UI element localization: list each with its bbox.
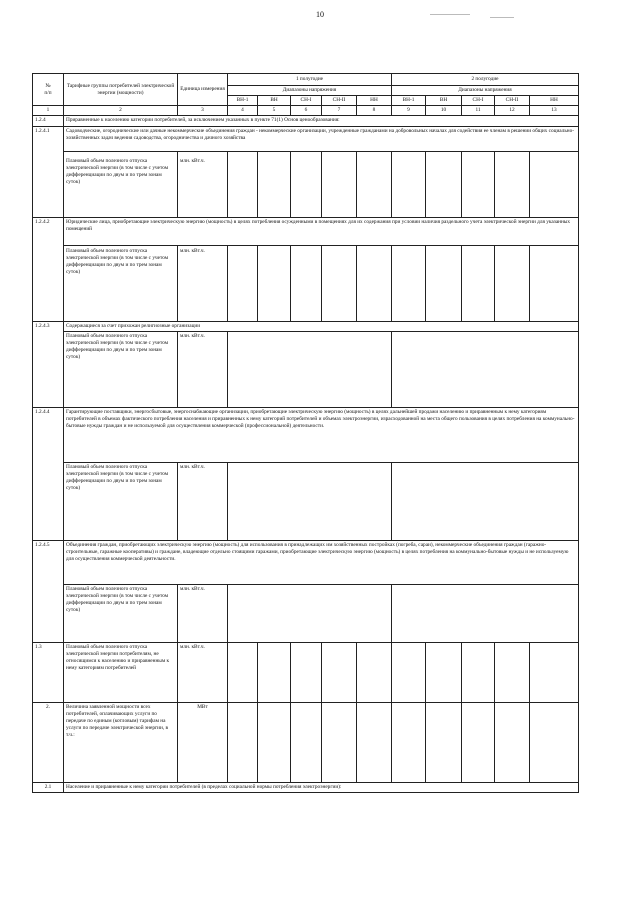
value-cell: [322, 642, 357, 702]
value-cell-merged: [228, 462, 392, 540]
col-number: 8: [357, 106, 392, 116]
header-tariff-group: Тарифные группы потребителей электрической энергии (мощности): [64, 74, 178, 106]
row-number: 2.: [33, 702, 64, 782]
value-cell-merged: [392, 584, 579, 642]
value-cell: [258, 702, 291, 782]
value-cell: [530, 702, 579, 782]
unit-cell: млн. кВт.ч.: [178, 245, 228, 321]
unit-cell: млн. кВт.ч.: [178, 462, 228, 540]
scan-mark: [490, 17, 514, 18]
value-cell: [462, 245, 495, 321]
unit-cell: МВт: [178, 702, 228, 782]
header-half-1: 1 полугодие: [228, 74, 392, 86]
col-number: 6: [291, 106, 322, 116]
scan-mark: [430, 14, 470, 15]
header-num: № п/п: [33, 74, 64, 106]
value-cell: [530, 151, 579, 217]
section-title: Содержащиеся за счет прихожан религиозные организации: [64, 321, 579, 331]
plan-volume-label: Плановый объем полезного отпуска электрической энергии (в том числе с учетом дифференциации по двум и по трем зонам суток): [64, 245, 178, 321]
plan-volume-label: Плановый объем полезного отпуска электрической энергии (в том числе с учетом дифференциации по двум и по трем зонам суток): [64, 584, 178, 642]
plan-volume-label: Плановый объем полезного отпуска электрической энергии потребителям, не относящимся к населению и приравненным к нему категориям потребителей: [64, 642, 178, 702]
value-cell: [228, 702, 258, 782]
value-cell: [357, 702, 392, 782]
level-sn1: СН-I: [291, 96, 322, 106]
value-cell: [392, 151, 426, 217]
row-number: 1.2.4.5: [33, 540, 64, 642]
value-cell: [530, 245, 579, 321]
value-cell-merged: [392, 462, 579, 540]
value-cell: [392, 702, 426, 782]
row-number: 2.1: [33, 782, 64, 792]
section-title: Юридические лица, приобретающие электрическую энергию (мощность) в целях потребления осужденными в помещениях для их содержания при условии наличия раздельного учета электрической энергии для указанных помещений: [64, 217, 579, 245]
page-number: 10: [316, 10, 324, 19]
row-number: 1.2.4.1: [33, 126, 64, 217]
col-number: 2: [64, 106, 178, 116]
value-cell: [357, 151, 392, 217]
col-number: 12: [495, 106, 530, 116]
value-cell: [291, 245, 322, 321]
plan-volume-label: Плановый объем полезного отпуска электрической энергии (в том числе с учетом дифференциации по двум и по трем зонам суток): [64, 331, 178, 407]
value-cell: [228, 245, 258, 321]
value-cell: [357, 245, 392, 321]
value-cell: [530, 642, 579, 702]
section-title: Население и приравненные к нему категории потребителей (в пределах социальной нормы потребления электроэнергии):: [64, 782, 579, 792]
value-cell: [426, 151, 462, 217]
col-number: 4: [228, 106, 258, 116]
col-number: 5: [258, 106, 291, 116]
col-number: 11: [462, 106, 495, 116]
value-cell: [392, 642, 426, 702]
tariff-table: [32, 73, 579, 793]
level-nn: НН: [530, 96, 579, 106]
value-cell: [322, 245, 357, 321]
unit-cell: млн. кВт.ч.: [178, 642, 228, 702]
value-cell-merged: [228, 584, 392, 642]
value-cell: [228, 151, 258, 217]
unit-cell: млн. кВт.ч.: [178, 584, 228, 642]
level-vn1: ВН-1: [392, 96, 426, 106]
level-sn2: СН-II: [495, 96, 530, 106]
value-cell-merged: [228, 331, 392, 407]
section-title: Гарантирующие поставщики, энергосбытовые, энергоснабжающие организации, приобретающие электрическую энергию (мощность) в целях дальнейшей продажи населению и приравненным к нему категориям потребителей в объемах фактического потребления населения и приравненных к нему категорий потребителей и объемах электроэнергии, израсходованной на места общего пользования в целях потребления на коммунально-бытовые нужды граждан и не используемой для осуществления коммерческой (профессиональной) деятельности.: [64, 407, 579, 462]
col-number: 3: [178, 106, 228, 116]
value-cell: [322, 702, 357, 782]
declared-capacity-label: Величина заявленной мощности всех потребителей, оплачивающих услуги по передаче по единым (котловым) тарифам на услуги по передаче электрической энергии, в т.ч.:: [64, 702, 178, 782]
value-cell: [426, 702, 462, 782]
unit-cell: млн. кВт.ч.: [178, 331, 228, 407]
header-ranges-2: Диапазоны напряжения: [392, 86, 579, 96]
section-title: Садоводческие, огороднические или дачные некоммерческие объединения граждан - некоммерческие организации, учрежденные гражданами на добровольных началах для содействия ее членам в решении общих социально-хозяйственных задач ведения садоводства, огородничества и дачного хозяйства: [64, 126, 579, 151]
row-number: 1.3: [33, 642, 64, 702]
plan-volume-label: Плановый объем полезного отпуска электрической энергии (в том числе с учетом дифференциации по двум и по трем зонам суток): [64, 151, 178, 217]
value-cell: [258, 245, 291, 321]
unit-cell: млн. кВт.ч.: [178, 151, 228, 217]
level-sn2: СН-II: [322, 96, 357, 106]
col-number: 13: [530, 106, 579, 116]
value-cell: [357, 642, 392, 702]
value-cell: [462, 642, 495, 702]
level-vn: ВН: [426, 96, 462, 106]
value-cell: [258, 642, 291, 702]
col-number: 1: [33, 106, 64, 116]
level-sn1: СН-I: [462, 96, 495, 106]
header-ranges-1: Диапазоны напряжения: [228, 86, 392, 96]
value-cell: [426, 642, 462, 702]
value-cell: [495, 702, 530, 782]
value-cell: [392, 245, 426, 321]
row-number: 1.2.4.2: [33, 217, 64, 321]
section-title: Объединения граждан, приобретающих электрическую энергию (мощность) для использования в принадлежащих им хозяйственных постройках (погреба, сараи), некоммерческие объединения граждан (гаражно-строительные, гаражные кооперативы) и граждане, владеющие отдельно стоящими гаражами, приобретающие электрическую энергию (мощность) в целях потребления на коммунально-бытовые нужды и не используемую для осуществления коммерческой деятельности.: [64, 540, 579, 584]
value-cell: [462, 151, 495, 217]
value-cell: [495, 151, 530, 217]
level-vn: ВН: [258, 96, 291, 106]
col-number: 10: [426, 106, 462, 116]
value-cell: [462, 702, 495, 782]
value-cell-merged: [392, 331, 579, 407]
section-title: Приравненные к населению категории потребителей, за исключением указанных в пункте 71(1) Основ ценообразования:: [64, 116, 579, 126]
value-cell: [495, 642, 530, 702]
col-number: 7: [322, 106, 357, 116]
value-cell: [228, 642, 258, 702]
level-vn1: ВН-1: [228, 96, 258, 106]
value-cell: [495, 245, 530, 321]
value-cell: [291, 642, 322, 702]
row-number: 1.2.4.4: [33, 407, 64, 540]
value-cell: [426, 245, 462, 321]
col-number: 9: [392, 106, 426, 116]
value-cell: [322, 151, 357, 217]
level-nn: НН: [357, 96, 392, 106]
value-cell: [291, 151, 322, 217]
header-unit: Единица измерения: [178, 74, 228, 106]
plan-volume-label: Плановый объем полезного отпуска электрической энергии (в том числе с учетом дифференциации по двум и по трем зонам суток): [64, 462, 178, 540]
value-cell: [258, 151, 291, 217]
value-cell: [291, 702, 322, 782]
row-number: 1.2.4.3: [33, 321, 64, 407]
header-half-2: 2 полугодие: [392, 74, 579, 86]
row-number: 1.2.4: [33, 116, 64, 126]
